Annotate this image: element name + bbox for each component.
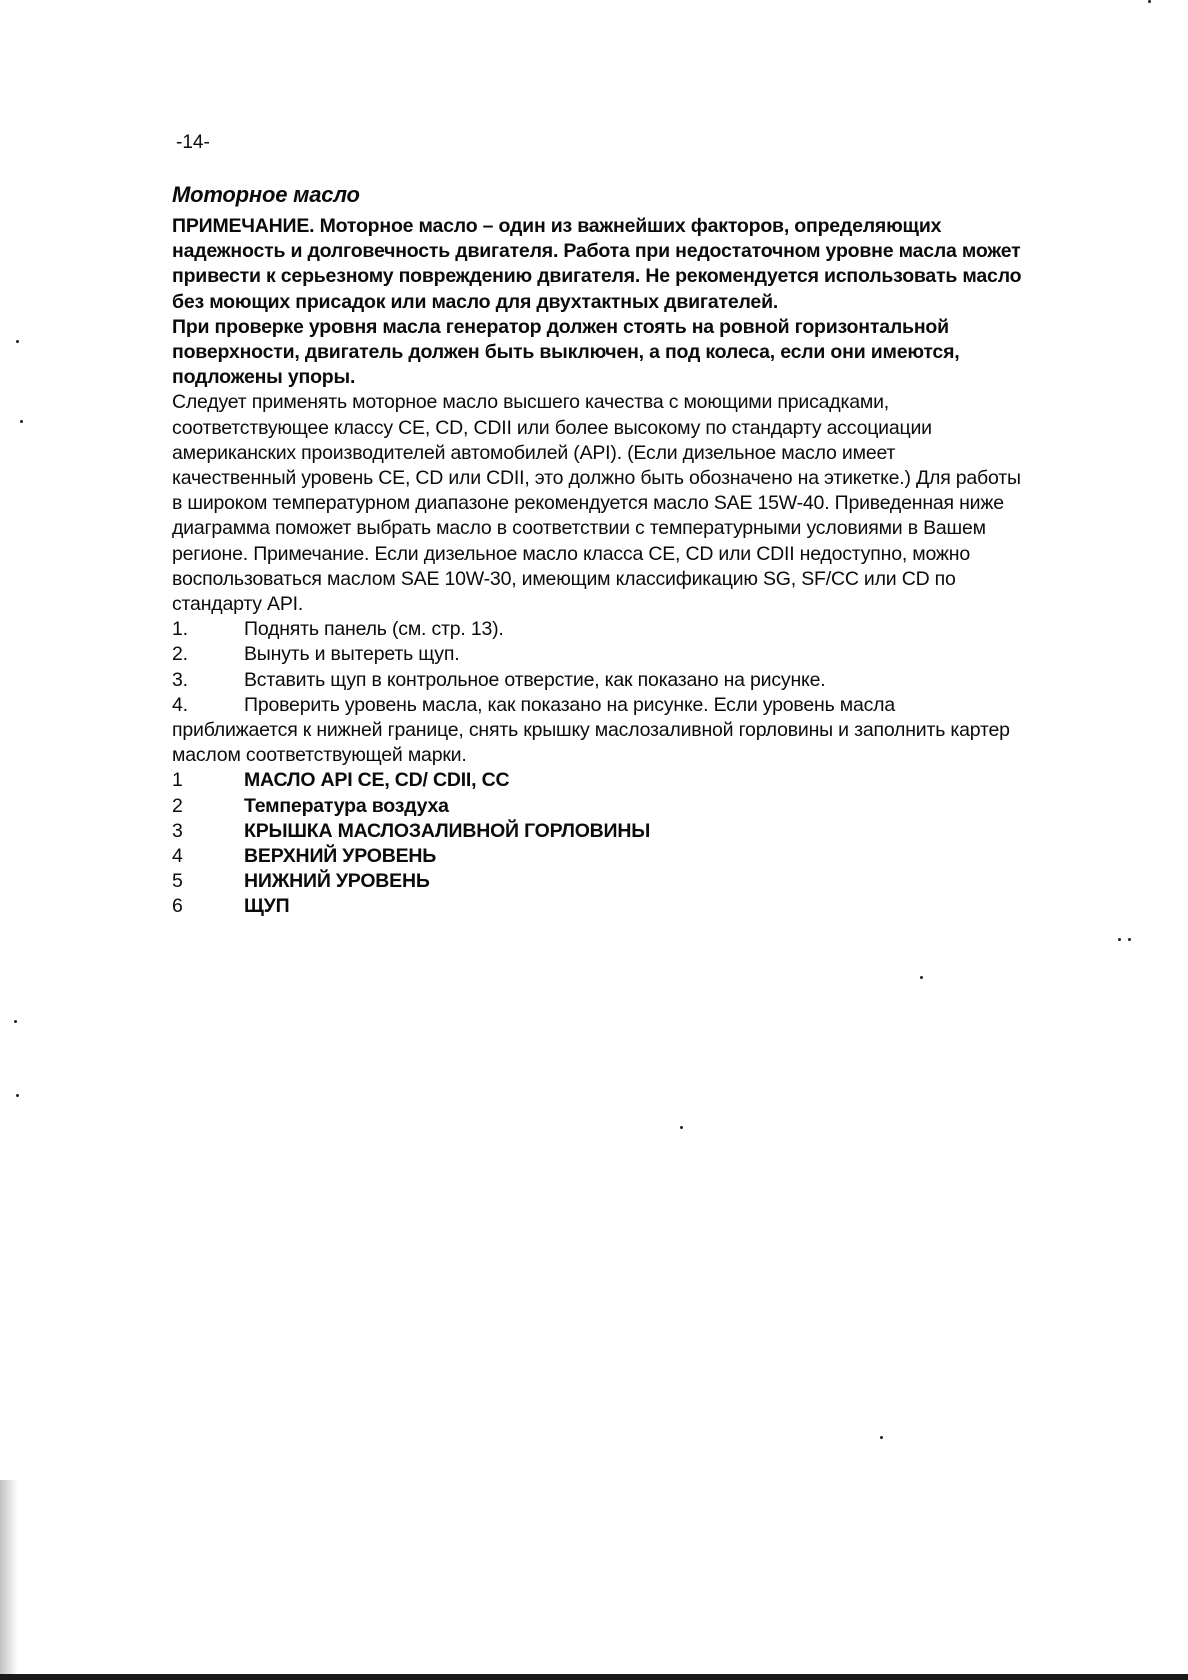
legend-number: 2 xyxy=(172,794,183,817)
legend-item xyxy=(172,894,1022,919)
list-item xyxy=(172,693,1022,718)
document-body xyxy=(172,180,1022,920)
step-text: Вынуть и вытереть щуп. xyxy=(244,643,460,666)
scan-bottom-edge xyxy=(0,1674,1188,1680)
scan-speck xyxy=(1118,938,1121,941)
list-item xyxy=(172,668,1022,693)
legend-item xyxy=(172,768,1022,793)
step-text: Вставить щуп в контрольное отверстие, как показано на рисунке. xyxy=(244,668,826,691)
note-paragraph: ПРИМЕЧАНИЕ. Моторное масло – один из важнейших факторов, определяющих надежность и долговечность двигателя. Работа при недостаточном уровне масла может привести к серьезному повреждению двигателя. Не рекомендуется использовать масло без моющих присадок или масло для двухтактных двигателей. xyxy=(172,215,1022,313)
list-item xyxy=(172,617,1022,642)
step-number: 1. xyxy=(172,618,188,641)
steps-list xyxy=(172,617,1022,768)
step-number: 2. xyxy=(172,643,188,666)
scan-speck xyxy=(16,1094,19,1097)
legend-text: МАСЛО API CE, CD/ CDII, CC xyxy=(244,769,510,792)
step-text: Проверить уровень масла, как показано на рисунке. Если уровень масла xyxy=(244,693,895,716)
legend-item xyxy=(172,794,1022,819)
body-paragraph: Следует применять моторное масло высшего качества с моющими присадками, соответствующее классу CE, CD, CDII или более высокому по стандарту ассоциации американских производителей автомобилей (API). (Если дизельное масло имеет качественный уровень CE, CD или CDII, это должно быть обозначено на этикетке.) Для работы в широком температурном диапазоне рекомендуется масло SAE 15W-40. Приведенная ниже диаграмма поможет выбрать масло в соответствии с температурными условиями в Вашем регионе. Примечание. Если дизельное масло класса CE, CD или CDII недоступно, можно воспользоваться маслом SAE 10W-30, имеющим классификацию SG, SF/CC или CD по стандарту API. xyxy=(172,391,1021,616)
legend-item xyxy=(172,844,1022,869)
page-number: -14- xyxy=(176,132,210,153)
legend-number: 5 xyxy=(172,870,183,893)
legend-item xyxy=(172,869,1022,894)
legend-item xyxy=(172,819,1022,844)
scan-speck xyxy=(920,976,923,979)
figure-legend xyxy=(172,768,1022,919)
step-text: Поднять панель (см. стр. 13). xyxy=(244,618,504,641)
scan-speck xyxy=(14,1020,17,1023)
scan-speck xyxy=(16,340,19,343)
legend-text: ВЕРХНИЙ УРОВЕНЬ xyxy=(244,845,437,868)
legend-number: 4 xyxy=(172,845,183,868)
scan-speck xyxy=(880,1436,883,1439)
scan-speck xyxy=(20,420,23,423)
scan-speck xyxy=(1128,938,1131,941)
list-item xyxy=(172,642,1022,667)
legend-number: 3 xyxy=(172,819,183,842)
legend-number: 6 xyxy=(172,895,183,918)
legend-text: ЩУП xyxy=(244,895,290,918)
legend-number: 1 xyxy=(172,769,183,792)
legend-text: КРЫШКА МАСЛОЗАЛИВНОЙ ГОРЛОВИНЫ xyxy=(244,819,651,842)
step-number: 4. xyxy=(172,693,188,716)
legend-text: НИЖНИЙ УРОВЕНЬ xyxy=(244,870,430,893)
step-continuation: приближается к нижней границе, снять крышку маслозаливной горловины и заполнить картер маслом соответствующей марки. xyxy=(172,719,1010,767)
step-number: 3. xyxy=(172,668,188,691)
legend-text: Температура воздуха xyxy=(244,794,449,817)
check-paragraph: При проверке уровня масла генератор должен стоять на ровной горизонтальной поверхности, двигатель должен быть выключен, а под колеса, если они имеются, подложены упоры. xyxy=(172,315,960,389)
scan-speck xyxy=(1148,0,1151,3)
scan-edge-shadow xyxy=(0,1480,18,1680)
scan-speck xyxy=(680,1126,683,1129)
section-title: Моторное масло xyxy=(172,182,360,207)
